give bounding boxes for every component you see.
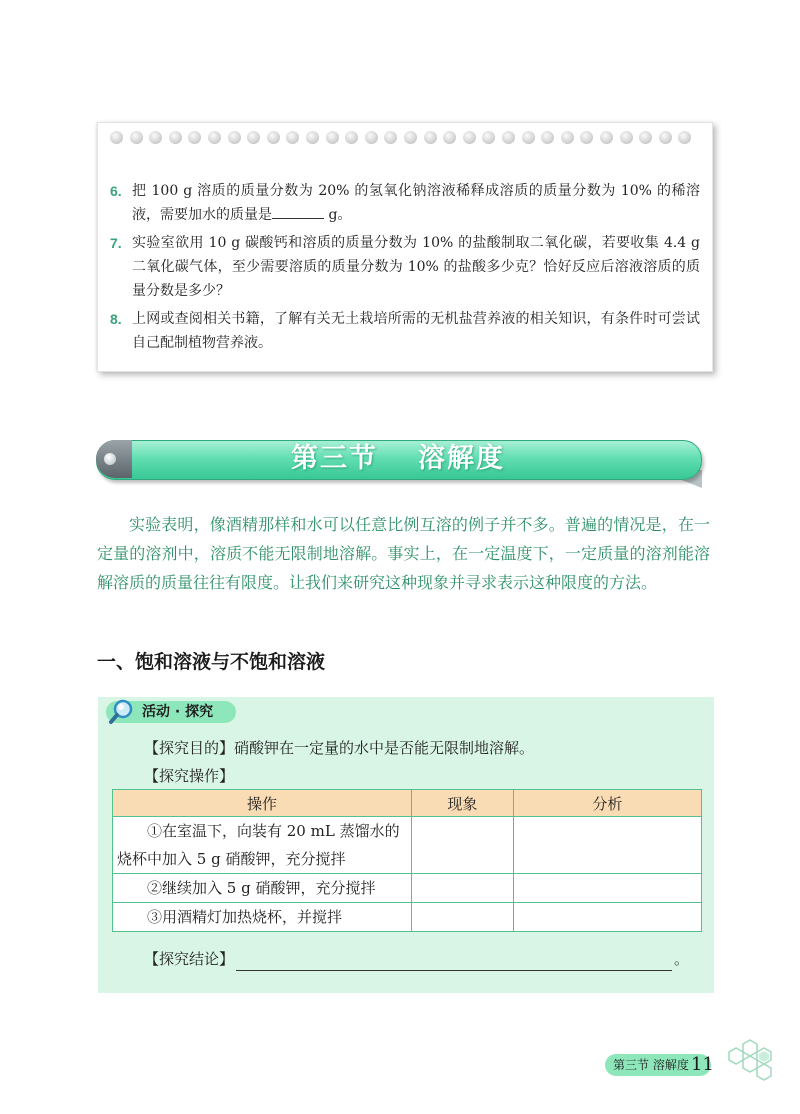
footer-section-label — [613, 1054, 689, 1076]
answer-blank — [272, 204, 324, 219]
operation-cell: ②继续加入 5 g 硝酸钾，充分搅拌 — [113, 874, 412, 903]
binder-hole — [424, 131, 437, 144]
table-row — [113, 817, 702, 874]
exercise-number: 6. — [110, 183, 122, 199]
page-footer — [605, 1052, 785, 1082]
section-number: 第三节 — [291, 443, 378, 474]
activity-conclusion — [144, 947, 704, 971]
binder-hole — [639, 131, 652, 144]
exercise-number: 8. — [110, 311, 122, 327]
section-name: 溶解度 — [418, 443, 505, 474]
binder-hole — [286, 131, 299, 144]
binder-hole — [365, 131, 378, 144]
exercise-item — [110, 179, 700, 227]
operation-cell: ③用酒精灯加热烧杯，并搅拌 — [113, 903, 412, 932]
activity-tag-label: 活动 · 探究 — [142, 704, 214, 720]
binder-hole — [522, 131, 535, 144]
binder-hole — [384, 131, 397, 144]
binder-hole — [541, 131, 554, 144]
binder-hole — [678, 131, 691, 144]
binder-hole — [659, 131, 672, 144]
binder-hole — [169, 131, 182, 144]
exercise-text-after: g。 — [328, 207, 352, 223]
exercise-item — [110, 307, 700, 355]
exercise-item — [110, 231, 700, 303]
analysis-cell[interactable] — [513, 903, 701, 932]
exercise-number: 7. — [110, 235, 122, 251]
analysis-cell[interactable] — [513, 817, 701, 874]
binder-hole — [306, 131, 319, 144]
conclusion-end: 。 — [674, 950, 690, 968]
phenomenon-cell[interactable] — [412, 874, 514, 903]
binder-hole — [620, 131, 633, 144]
exercise-text: 实验室欲用 10 g 碳酸钙和溶质的质量分数为 10% 的盐酸制取二氧化碳，若要收集 4.4 g 二氧化碳气体，至少需要溶质的质量分数为 10% 的盐酸多少克？恰好反应后溶液溶质的质量分数是多少？ — [132, 235, 700, 299]
binder-hole — [267, 131, 280, 144]
operations-table — [112, 789, 702, 932]
binder-hole — [188, 131, 201, 144]
intro-text: 实验表明，像酒精那样和水可以任意比例互溶的例子并不多。普遍的情况是，在一定量的溶剂中，溶质不能无限制地溶解。事实上，在一定温度下，一定质量的溶剂能溶解溶质的质量往往有限度。让我们来研究这种现象并寻求表示这种限度的方法。 — [97, 515, 710, 592]
activity-box — [98, 697, 714, 993]
exercise-list — [110, 179, 700, 359]
section-title — [96, 440, 700, 478]
binder-hole — [110, 131, 123, 144]
page-number: 11 — [691, 1054, 714, 1075]
footer-section: 第三节 — [613, 1058, 650, 1072]
section-banner — [96, 440, 706, 482]
hexagon-decoration-icon — [719, 1038, 779, 1088]
column-header-analysis: 分析 — [513, 790, 701, 817]
activity-goal: 【探究目的】硝酸钾在一定量的水中是否能无限制地溶解。 — [144, 739, 535, 757]
table-header-row — [113, 790, 702, 817]
footer-title: 溶解度 — [652, 1058, 689, 1072]
binder-hole — [247, 131, 260, 144]
binder-holes — [110, 131, 700, 147]
column-header-phenomenon: 现象 — [412, 790, 514, 817]
exercise-card — [97, 122, 713, 372]
binder-hole — [130, 131, 143, 144]
binder-hole — [580, 131, 593, 144]
binder-hole — [443, 131, 456, 144]
binder-hole — [404, 131, 417, 144]
intro-paragraph — [97, 510, 710, 597]
exercise-text-before: 把 100 g 溶质的质量分数为 20% 的氢氧化钠溶液稀释成溶质的质量分数为 10% 的稀溶液，需要加水的质量是 — [132, 183, 700, 223]
binder-hole — [463, 131, 476, 144]
activity-tag — [106, 701, 236, 723]
exercise-text: 上网或查阅相关书籍，了解有关无土栽培所需的无机盐营养液的相关知识，有条件时可尝试自己配制植物营养液。 — [132, 311, 700, 351]
table-row — [113, 903, 702, 932]
exercise-text — [132, 179, 700, 227]
binder-hole — [326, 131, 339, 144]
conclusion-answer-line[interactable] — [236, 952, 672, 971]
phenomenon-cell[interactable] — [412, 817, 514, 874]
binder-hole — [149, 131, 162, 144]
analysis-cell[interactable] — [513, 874, 701, 903]
binder-hole — [600, 131, 613, 144]
subheading: 一、饱和溶液与不饱和溶液 — [97, 651, 326, 673]
magnifier-icon — [108, 698, 136, 726]
phenomenon-cell[interactable] — [412, 903, 514, 932]
binder-hole — [228, 131, 241, 144]
column-header-operation: 操作 — [113, 790, 412, 817]
binder-hole — [502, 131, 515, 144]
activity-operation-label: 【探究操作】 — [144, 767, 235, 785]
conclusion-label: 【探究结论】 — [144, 950, 235, 968]
binder-hole — [208, 131, 221, 144]
binder-hole — [561, 131, 574, 144]
table-row — [113, 874, 702, 903]
binder-hole — [345, 131, 358, 144]
operation-cell: ①在室温下，向装有 20 mL 蒸馏水的烧杯中加入 5 g 硝酸钾，充分搅拌 — [113, 817, 412, 874]
binder-hole — [482, 131, 495, 144]
